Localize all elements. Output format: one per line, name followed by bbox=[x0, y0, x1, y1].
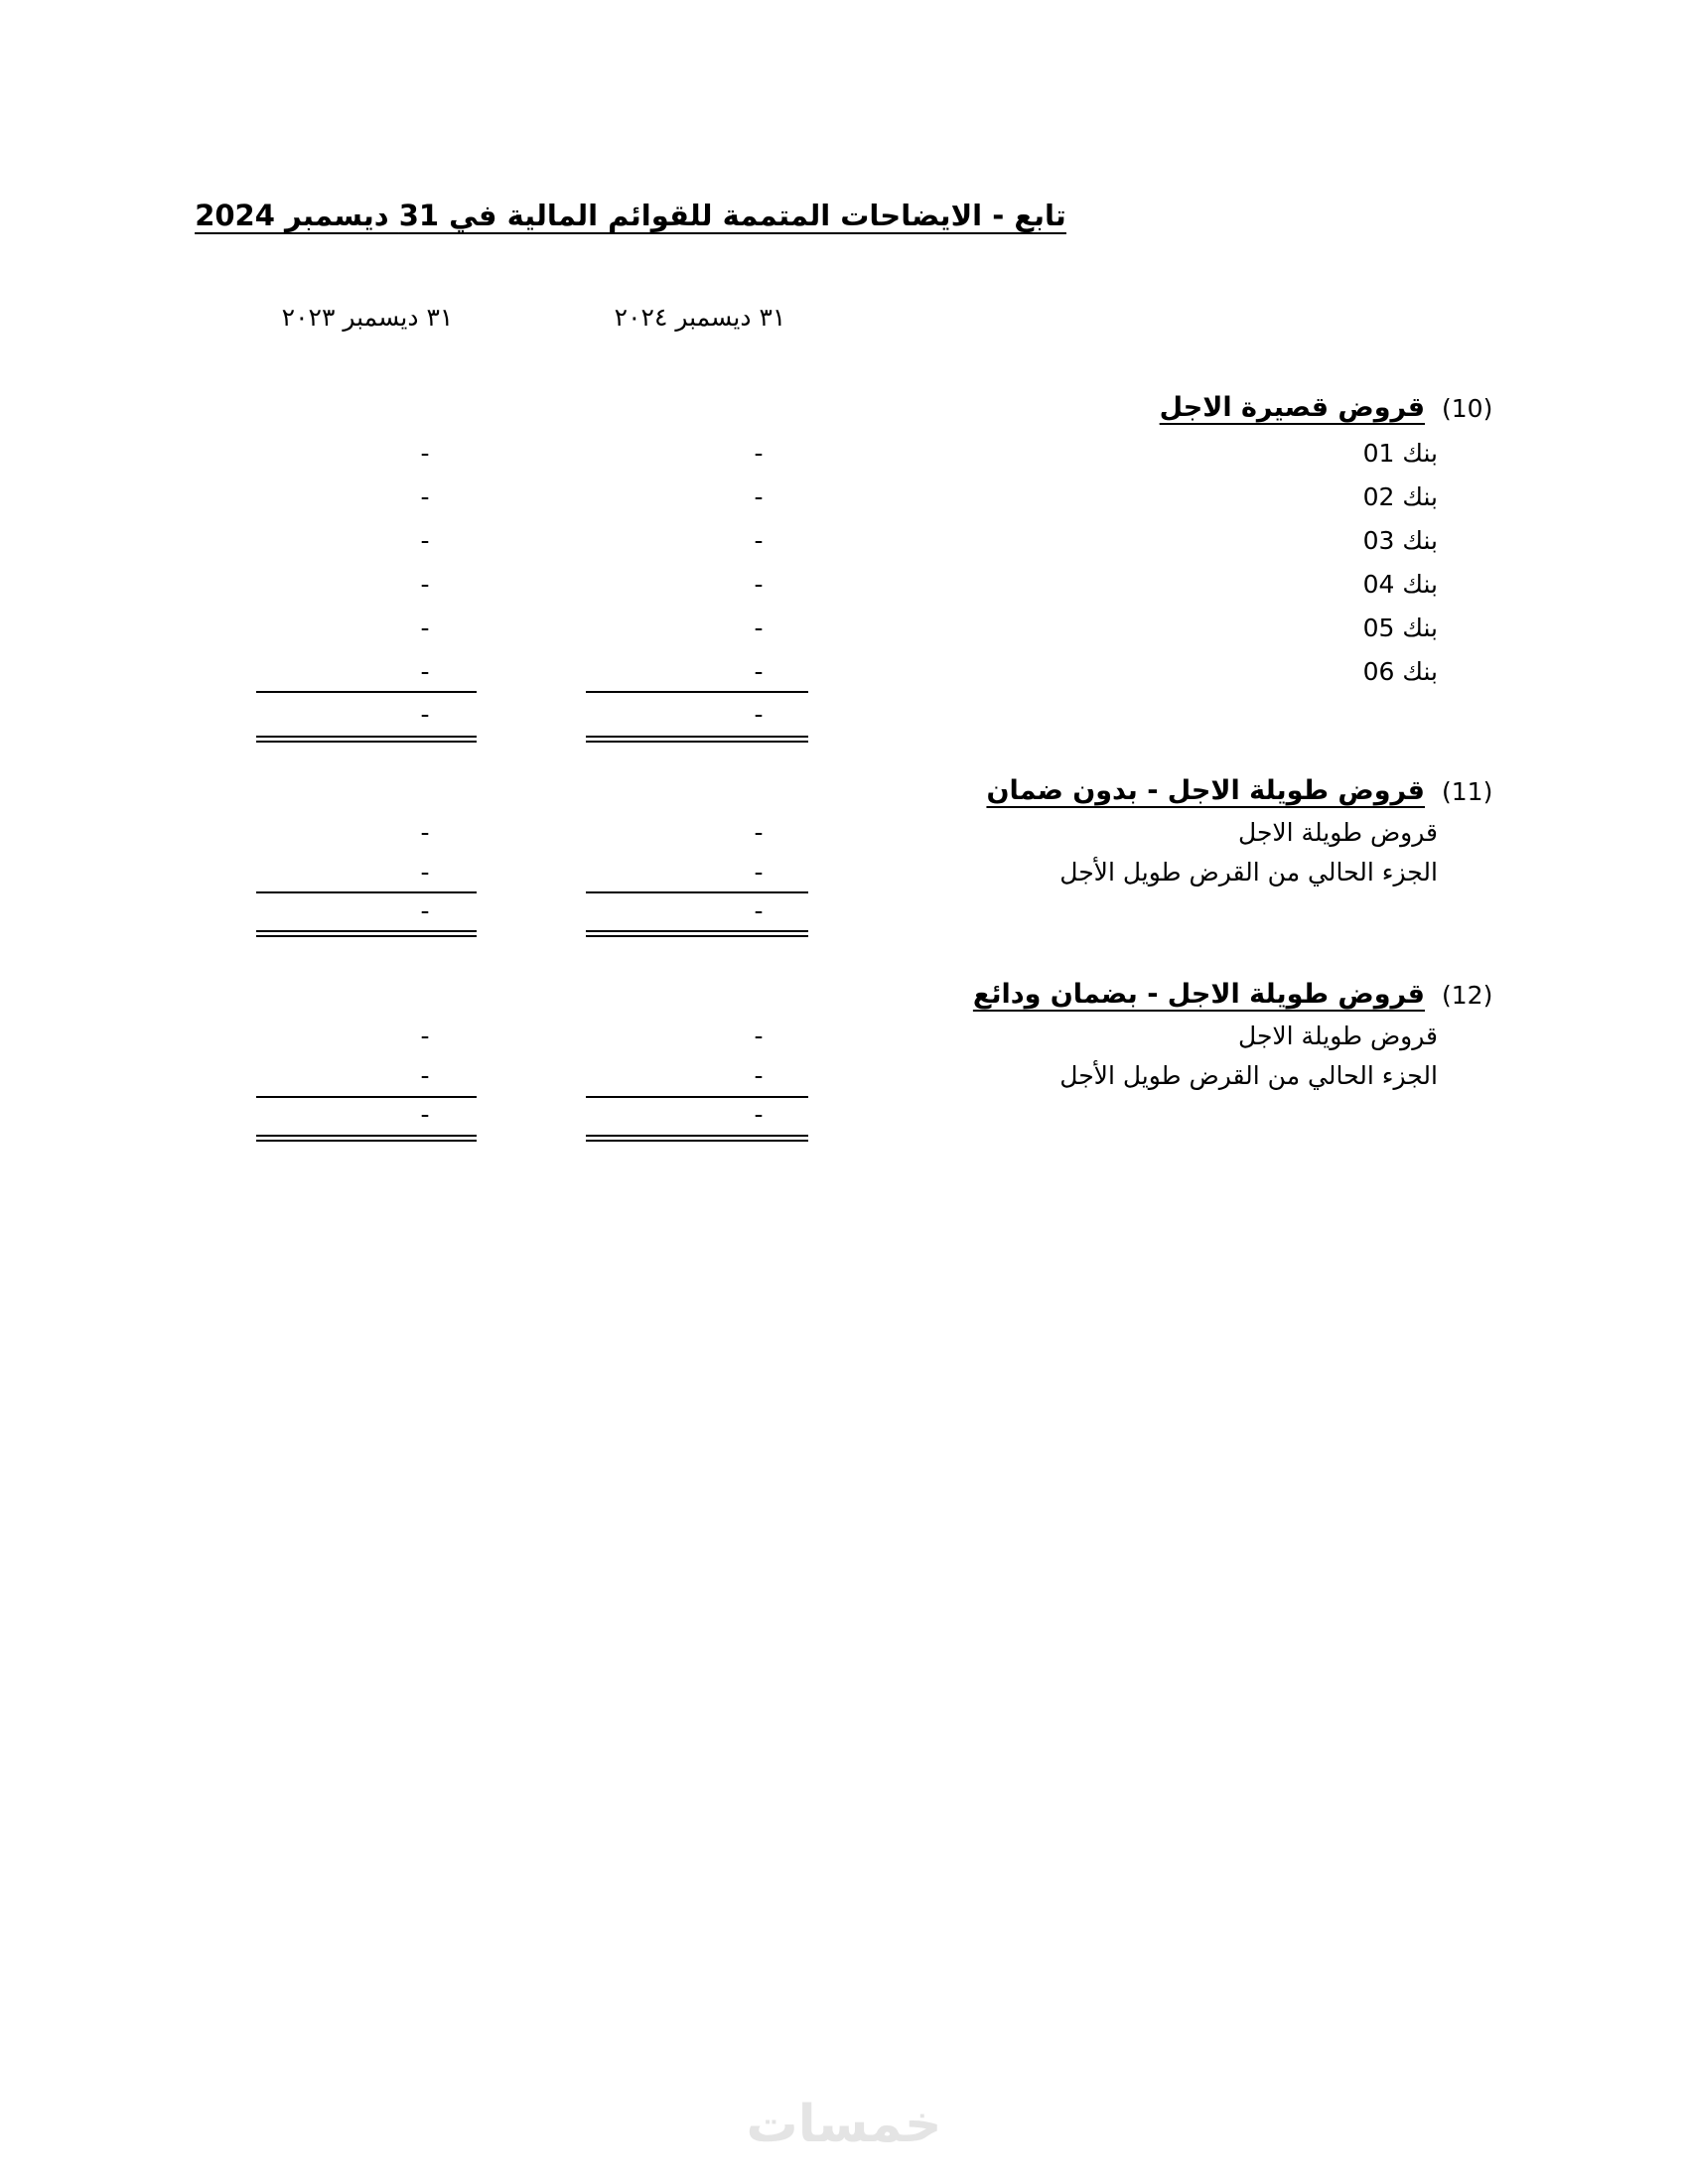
subtotal-rule-current bbox=[586, 891, 808, 893]
row-label: بنك 05 bbox=[1362, 614, 1438, 642]
row-label: الجزء الحالي من القرض طويل الأجل bbox=[1059, 858, 1438, 887]
row-label: بنك 02 bbox=[1362, 482, 1438, 511]
total-double-rule-prior bbox=[256, 930, 477, 937]
row-value-current: - bbox=[754, 570, 764, 599]
row-value-prior: - bbox=[420, 482, 430, 511]
total-double-rule-prior bbox=[256, 736, 477, 743]
total-value-prior: - bbox=[420, 700, 430, 729]
total-double-rule-current bbox=[586, 1135, 808, 1142]
row-value-prior: - bbox=[420, 818, 430, 847]
section-number: (11) bbox=[1442, 777, 1493, 806]
row-value-current: - bbox=[754, 858, 764, 887]
section-title: قروض طويلة الاجل - بضمان ودائع bbox=[972, 979, 1425, 1010]
row-value-prior: - bbox=[420, 439, 430, 468]
total-value-prior: - bbox=[420, 896, 430, 925]
row-value-current: - bbox=[754, 526, 764, 555]
row-value-prior: - bbox=[420, 657, 430, 686]
row-value-prior: - bbox=[420, 1022, 430, 1050]
total-double-rule-current bbox=[586, 930, 808, 937]
total-value-current: - bbox=[754, 1100, 764, 1129]
row-value-current: - bbox=[754, 657, 764, 686]
row-value-current: - bbox=[754, 482, 764, 511]
row-label: بنك 03 bbox=[1362, 526, 1438, 555]
total-value-current: - bbox=[754, 700, 764, 729]
row-value-current: - bbox=[754, 818, 764, 847]
page-title: تابع - الايضاحات المتممة للقوائم المالية في 31 ديسمبر 2024 bbox=[195, 199, 1066, 232]
row-value-prior: - bbox=[420, 858, 430, 887]
column-header-prior: ٣١ ديسمبر ٢٠٢٣ bbox=[281, 303, 454, 332]
row-value-current: - bbox=[754, 439, 764, 468]
row-value-current: - bbox=[754, 614, 764, 642]
subtotal-rule-prior bbox=[256, 891, 477, 893]
row-value-prior: - bbox=[420, 570, 430, 599]
row-label: الجزء الحالي من القرض طويل الأجل bbox=[1059, 1061, 1438, 1090]
subtotal-rule-prior bbox=[256, 1096, 477, 1098]
section-number: (10) bbox=[1442, 394, 1493, 423]
total-double-rule-current bbox=[586, 736, 808, 743]
section-number: (12) bbox=[1442, 981, 1493, 1010]
total-value-prior: - bbox=[420, 1100, 430, 1129]
section-title: قروض قصيرة الاجل bbox=[1159, 392, 1425, 423]
row-value-current: - bbox=[754, 1061, 764, 1090]
row-label: بنك 01 bbox=[1362, 439, 1438, 468]
row-label: بنك 06 bbox=[1362, 657, 1438, 686]
row-label: قروض طويلة الاجل bbox=[1238, 818, 1438, 847]
subtotal-rule-prior bbox=[256, 691, 477, 693]
row-value-prior: - bbox=[420, 526, 430, 555]
total-double-rule-prior bbox=[256, 1135, 477, 1142]
total-value-current: - bbox=[754, 896, 764, 925]
column-header-current: ٣١ ديسمبر ٢٠٢٤ bbox=[614, 303, 786, 332]
row-label: بنك 04 bbox=[1362, 570, 1438, 599]
row-label: قروض طويلة الاجل bbox=[1238, 1022, 1438, 1050]
subtotal-rule-current bbox=[586, 691, 808, 693]
subtotal-rule-current bbox=[586, 1096, 808, 1098]
row-value-prior: - bbox=[420, 1061, 430, 1090]
row-value-prior: - bbox=[420, 614, 430, 642]
watermark-logo: خمسات bbox=[746, 2095, 942, 2154]
row-value-current: - bbox=[754, 1022, 764, 1050]
section-title: قروض طويلة الاجل - بدون ضمان bbox=[986, 775, 1425, 806]
